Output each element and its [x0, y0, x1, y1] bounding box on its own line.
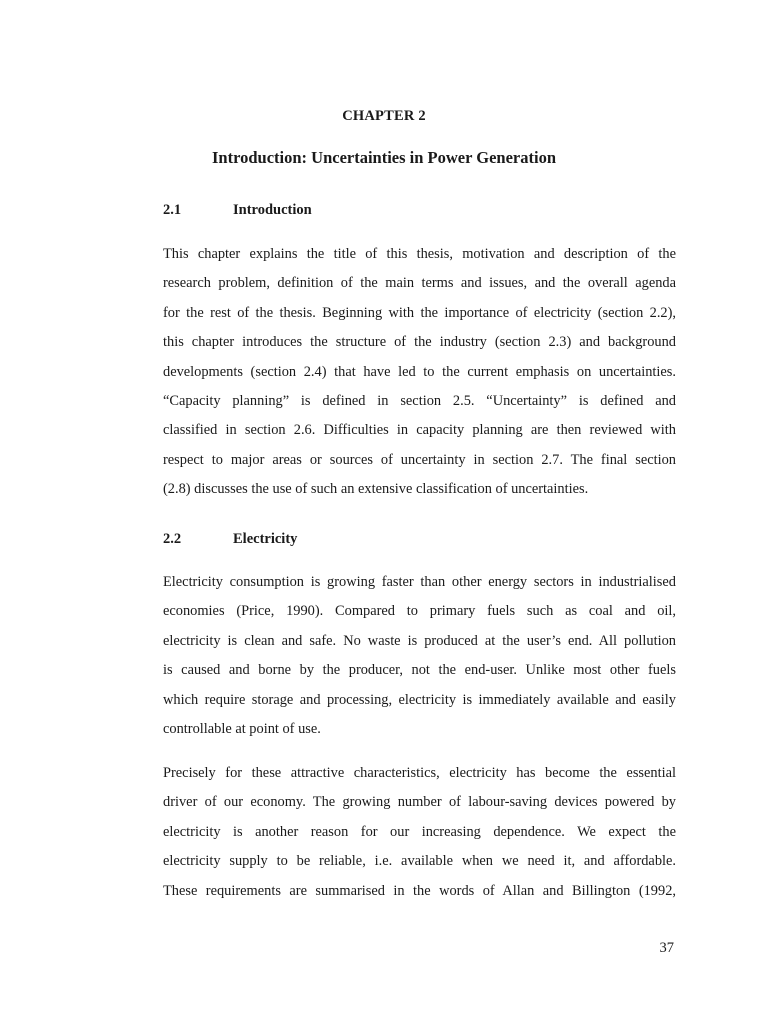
- text-line: developments (section 2.4) that have led to the current emphasis on uncertainties.: [163, 363, 676, 380]
- text-line: driver of our economy. The growing number of labour-saving devices powered by: [163, 794, 676, 811]
- text-line: research problem, definition of the main terms and issues, and the overall agenda: [163, 275, 676, 292]
- section-heading-2-2: [163, 531, 297, 548]
- text-line: controllable at point of use.: [163, 720, 321, 737]
- section-number: 2.1: [163, 202, 182, 218]
- text-line: (2.8) discusses the use of such an extensive classification of uncertainties.: [163, 481, 589, 498]
- section-title: Introduction: [233, 202, 312, 218]
- chapter-title: Introduction: Uncertainties in Power Generation: [211, 148, 557, 167]
- paragraph-electricity-2: [163, 759, 676, 906]
- text-line: This chapter explains the title of this thesis, motivation and description of the: [163, 246, 676, 262]
- text-line: These requirements are summarised in the words of Allan and Billington (1992,: [163, 882, 676, 899]
- text-line: classified in section 2.6. Difficulties in capacity planning are then reviewed with: [163, 422, 676, 439]
- text-line: “Capacity planning” is defined in section 2.5. “Uncertainty” is defined and: [163, 392, 676, 409]
- section-number: 2.2: [163, 531, 182, 547]
- text-line: is caused and borne by the producer, not the end-user. Unlike most other fuels: [163, 662, 676, 679]
- text-line: which require storage and processing, electricity is immediately available and easily: [163, 691, 676, 708]
- text-line: electricity is clean and safe. No waste is produced at the user’s end. All pollution: [163, 632, 676, 649]
- section-title: Electricity: [233, 531, 298, 547]
- text-line: electricity is another reason for our increasing dependence. We expect the: [163, 823, 676, 840]
- text-line: for the rest of the thesis. Beginning with the importance of electricity (section 2.2),: [163, 304, 676, 321]
- text-line: Electricity consumption is growing faster than other energy sectors in industrialised: [163, 574, 676, 590]
- page-number: 37: [659, 940, 674, 956]
- text-line: respect to major areas or sources of uncertainty in section 2.7. The final section: [163, 451, 676, 468]
- text-line: Precisely for these attractive characteristics, electricity has become the essential: [163, 765, 676, 781]
- text-line: economies (Price, 1990). Compared to primary fuels such as coal and oil,: [163, 603, 676, 620]
- chapter-label: CHAPTER 2: [342, 108, 426, 124]
- text-line: this chapter introduces the structure of the industry (section 2.3) and background: [163, 334, 676, 351]
- paragraph-electricity-1: [163, 568, 676, 744]
- section-heading-2-1: [163, 202, 312, 219]
- text-line: electricity supply to be reliable, i.e. available when we need it, and affordable.: [163, 853, 676, 870]
- paragraph-section-2-1: [163, 240, 676, 505]
